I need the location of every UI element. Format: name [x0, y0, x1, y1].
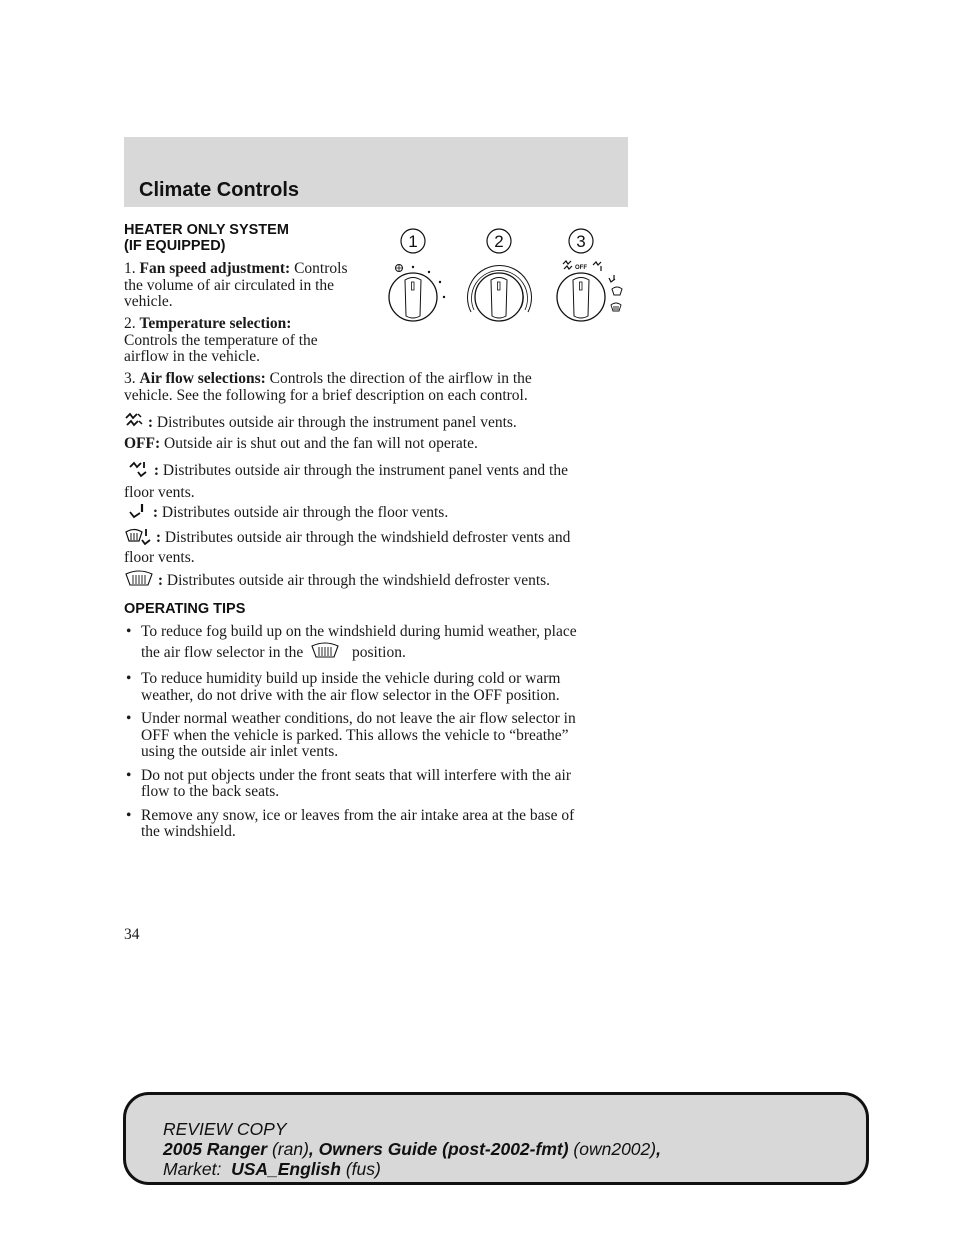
review-copy-label: REVIEW COPY [163, 1119, 287, 1139]
panel-floor-vent-icon [128, 460, 150, 483]
callout-3 [569, 229, 593, 253]
air-flow-description [124, 371, 634, 404]
operating-tips-heading: OPERATING TIPS [124, 601, 246, 617]
bullet: • [126, 670, 132, 687]
callout-label-3: 3 [576, 232, 586, 251]
separator: , [308, 1139, 319, 1159]
bullet: • [126, 710, 132, 727]
tip-text: Do not put objects under the front seats that will interfere with the air [141, 766, 572, 784]
fan-speed-label: Fan speed adjustment: [139, 260, 291, 277]
mode-text: Distributes outside air through the instrument panel vents. [153, 414, 517, 431]
item-text: vehicle. [124, 293, 173, 310]
mode-panel [124, 412, 634, 435]
item-text: Controls the direction of the airflow in the [265, 370, 532, 387]
tip-text: flow to the back seats. [141, 783, 280, 800]
section-header [124, 137, 628, 207]
floor-vent-icon [127, 502, 149, 525]
panel-floor-vent-icon [593, 262, 601, 271]
model-name: 2005 Ranger [163, 1139, 268, 1159]
guide-code: (own2002) [568, 1139, 657, 1159]
fan-icon [396, 265, 403, 272]
tip-text: the windshield. [141, 823, 236, 840]
market-name: USA_English [231, 1159, 341, 1179]
list-item [124, 711, 634, 761]
review-copy-text [163, 1119, 661, 1179]
callout-1 [401, 229, 425, 253]
heater-heading-line2: (IF EQUIPPED) [124, 238, 226, 254]
callout-label-2: 2 [494, 232, 504, 251]
mode-separator: : [155, 529, 162, 546]
item-text: Controls the temperature of the [124, 331, 318, 349]
bullet: • [126, 766, 132, 784]
item-text: vehicle. See the following for a brief description on each control. [124, 386, 528, 404]
tip-text: Remove any snow, ice or leaves from the air intake area at the base of [141, 806, 575, 824]
page-title: Climate Controls [139, 179, 300, 201]
callout-2 [487, 229, 511, 253]
tip-text: OFF when the vehicle is parked. This allows the vehicle to “breathe” [141, 726, 569, 744]
mode-text: Distributes outside air through the windshield defroster vents and [161, 529, 571, 546]
panel-vent-icon [563, 261, 572, 269]
mode-defrost [124, 570, 634, 593]
fan-speed-description [124, 261, 384, 311]
floor-vent-icon [609, 275, 615, 282]
heater-heading-line1: HEATER ONLY SYSTEM [124, 222, 289, 238]
tip-text: Under normal weather conditions, do not leave the air flow selector in [141, 710, 576, 727]
mode-defrost-floor [124, 527, 634, 566]
bullet: • [126, 623, 132, 640]
air-flow-knob [557, 261, 622, 321]
off-label: OFF: [124, 435, 161, 452]
defrost-icon [611, 303, 621, 311]
temperature-label: Temperature selection: [139, 315, 292, 332]
tip-text: the air flow selector in the [141, 643, 304, 661]
mode-panel-floor [124, 460, 634, 501]
tip-text: using the outside air inlet vents. [141, 743, 339, 760]
mode-text: Distributes outside air through the instrument panel vents and the [159, 462, 568, 479]
operating-tips-list [124, 624, 634, 848]
off-label: OFF [575, 265, 587, 271]
callout-label-1: 1 [408, 232, 418, 251]
mode-off [124, 436, 634, 453]
bullet: • [126, 806, 132, 824]
item-text: Controls [290, 260, 348, 277]
defrost-floor-icon [124, 527, 152, 550]
page-number: 34 [124, 926, 140, 943]
mode-text: floor vents. [124, 483, 195, 501]
heater-heading [124, 222, 289, 254]
list-item [124, 624, 634, 664]
defrost-icon [124, 570, 154, 593]
mode-text: Distributes outside air through the floor vents. [158, 504, 449, 521]
fan-speed-knob [389, 265, 445, 322]
market-label: Market: [163, 1159, 232, 1179]
tip-text: position. [352, 643, 406, 661]
mode-separator: : [147, 414, 154, 431]
climate-controls-figure [385, 224, 630, 328]
list-item [124, 671, 634, 704]
list-item [124, 768, 634, 801]
temperature-knob [468, 265, 532, 321]
air-flow-label: Air flow selections: [139, 370, 266, 387]
defrost-floor-icon [612, 287, 622, 295]
mode-separator: : [153, 462, 160, 479]
mode-floor [124, 502, 634, 525]
market-code: (fus) [340, 1159, 381, 1179]
mode-text: Distributes outside air through the windshield defroster vents. [163, 572, 551, 589]
mode-separator: : [152, 504, 159, 521]
mode-separator: : [157, 572, 164, 589]
item-number: 3. [124, 370, 136, 387]
temperature-description [124, 316, 384, 366]
defrost-icon [310, 642, 340, 665]
item-number: 2. [124, 315, 136, 332]
separator: , [656, 1139, 661, 1159]
item-text: airflow in the vehicle. [124, 348, 261, 365]
mode-text: floor vents. [124, 548, 195, 566]
item-text: the volume of air circulated in the [124, 276, 335, 294]
tip-text: weather, do not drive with the air flow selector in the OFF position. [141, 686, 560, 704]
mode-text: Outside air is shut out and the fan will not operate. [160, 435, 478, 452]
guide-name: Owners Guide (post-2002-fmt) [318, 1139, 569, 1159]
tip-text: To reduce humidity build up inside the vehicle during cold or warm [141, 670, 561, 687]
review-copy-box [123, 1092, 869, 1185]
tip-text: To reduce fog build up on the windshield during humid weather, place [141, 623, 577, 640]
panel-vent-icon [124, 412, 144, 435]
item-number: 1. [124, 260, 136, 277]
model-code: (ran) [267, 1139, 309, 1159]
list-item [124, 808, 634, 841]
